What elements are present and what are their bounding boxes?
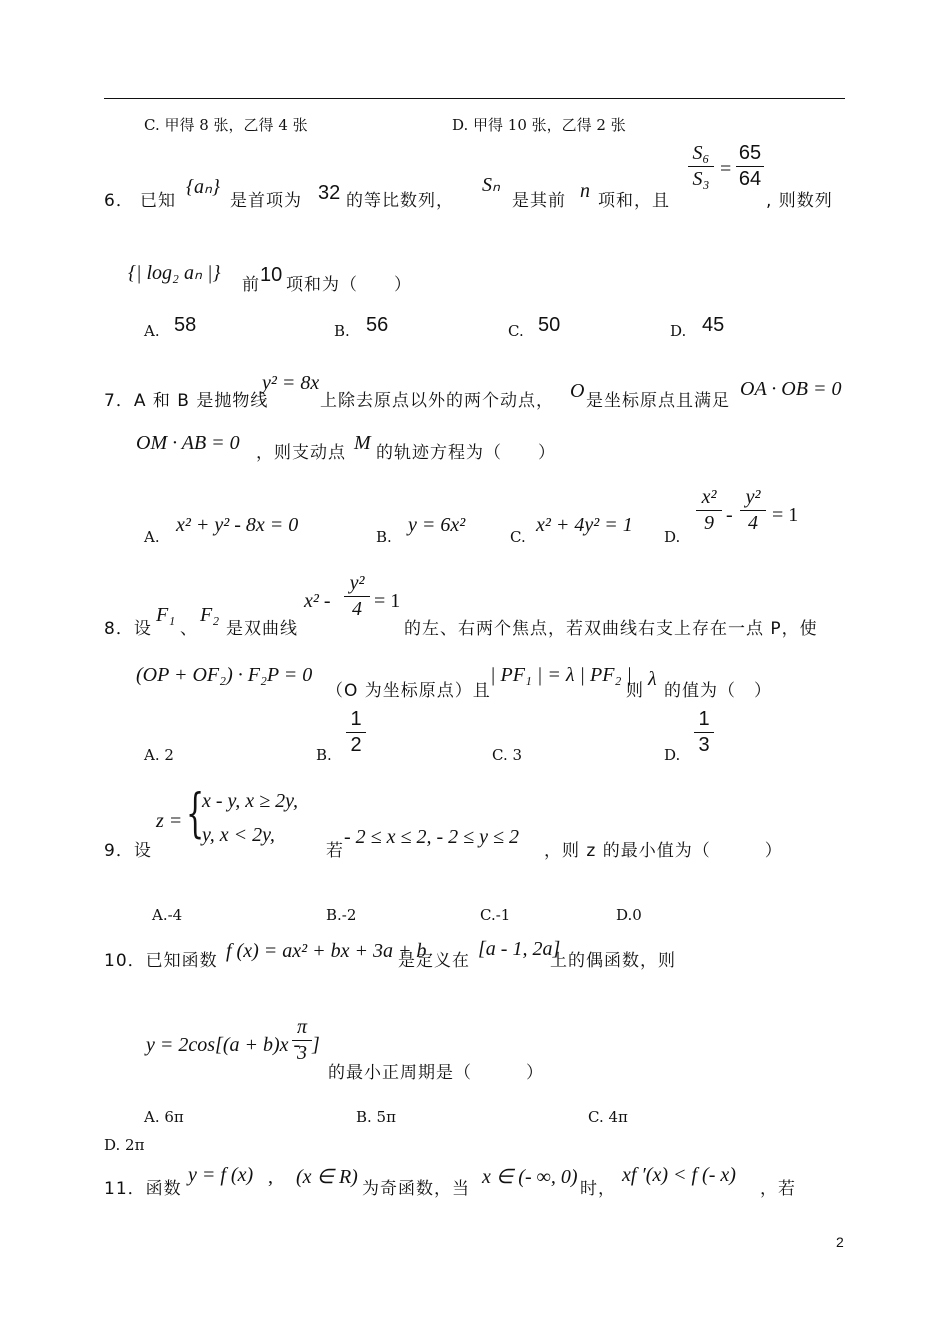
q10-option-d: D. 2π xyxy=(104,1136,145,1154)
q6-first-term: 32 xyxy=(318,182,341,204)
q8-hyperbola-denominator: 4 xyxy=(352,598,362,620)
q8-text-3: （O 为坐标原点）且 xyxy=(326,681,491,701)
q11-text-3: ，若 xyxy=(760,1179,796,1199)
q6-text-2: 是首项为 xyxy=(230,191,302,211)
q9-case-2: y, x < 2y, xyxy=(202,824,275,846)
q7-option-d-equals: = 1 xyxy=(772,504,799,526)
q8-vector-condition: (OP + OF₂) · F₂P = 0 xyxy=(136,664,313,686)
q7-text-2: 是坐标原点且满足 xyxy=(586,391,730,411)
q8-separator: 、 xyxy=(180,619,198,639)
q11-number: 11．函数 xyxy=(104,1179,182,1199)
q9-brace: { xyxy=(186,784,205,844)
q8-focus-1: F₁ xyxy=(156,604,176,626)
q6-ratio-denominator: S₃ xyxy=(692,168,710,190)
q11-comma: , xyxy=(268,1166,273,1188)
q5-option-c: C. 甲得 8 张，乙得 4 张 xyxy=(144,116,308,134)
q6-text-7: 前 xyxy=(242,275,260,295)
q6-text-8: 项和为（ ） xyxy=(286,275,412,295)
q11-text-1: 为奇函数，当 xyxy=(362,1179,470,1199)
q10-text-2: 上的偶函数，则 xyxy=(550,951,676,971)
q8-number: 8．设 xyxy=(104,619,152,639)
q8-hyperbola-x: x² - xyxy=(304,590,331,612)
q7-point-m: M xyxy=(354,432,371,454)
q7-option-c-value: x² + 4y² = 1 xyxy=(536,514,633,536)
q10-pi-numerator: π xyxy=(296,1016,308,1038)
q7-parabola: y² = 8x xyxy=(262,372,320,394)
q9-option-b: B.-2 xyxy=(326,906,357,924)
q10-number: 10．已知函数 xyxy=(104,951,218,971)
q7-option-d-fraction-1 xyxy=(696,486,722,535)
q6-ratio-fraction xyxy=(688,142,714,191)
q6-number: 6． xyxy=(104,191,134,211)
q7-option-d-minus: - xyxy=(726,504,733,526)
q6-n: n xyxy=(580,180,590,202)
q6-sequence-an: {aₙ} xyxy=(186,176,220,198)
q6-text-4: 是其前 xyxy=(512,191,566,211)
q7-option-c-label: C. xyxy=(510,528,526,546)
q9-range: - 2 ≤ x ≤ 2, - 2 ≤ y ≤ 2 xyxy=(344,826,519,848)
q8-option-d-fraction xyxy=(694,708,714,757)
q6-option-b-value: 56 xyxy=(366,314,389,336)
q7-option-a-label: A. xyxy=(144,528,160,546)
q8-b-numerator: 1 xyxy=(350,708,362,730)
q10-text-1: 是定义在 xyxy=(398,951,470,971)
q6-value-denominator: 64 xyxy=(738,168,762,190)
q7-option-b-label: B. xyxy=(376,528,392,546)
q8-ratio: | PF₁ | = λ | PF₂ | xyxy=(490,664,632,686)
q8-d-numerator: 1 xyxy=(698,708,710,730)
page-number: 2 xyxy=(836,1234,844,1250)
q7-d-denominator-1: 9 xyxy=(704,512,714,534)
header-rule xyxy=(104,98,845,99)
q7-option-d-label: D. xyxy=(664,528,681,546)
q11-interval: x ∈ (- ∞, 0) xyxy=(482,1166,578,1188)
q11-text-2: 时， xyxy=(580,1179,616,1199)
q8-text-2: 的左、右两个焦点，若双曲线右支上存在一点 P，使 xyxy=(404,619,818,639)
q7-option-a-value: x² + y² - 8x = 0 xyxy=(176,514,299,536)
q6-option-c-value: 50 xyxy=(538,314,561,336)
q6-equals: = xyxy=(720,158,732,180)
q9-text-1: 若 xyxy=(326,841,344,861)
q10-pi-fraction xyxy=(292,1016,312,1065)
q7-option-b-value: y = 6x² xyxy=(408,514,466,536)
q9-option-a: A.-4 xyxy=(152,906,183,924)
q9-text-2: ，则 z 的最小值为（ ） xyxy=(544,841,783,861)
q8-option-a: A. 2 xyxy=(144,746,174,764)
q6-option-d-label: D. xyxy=(670,322,687,340)
q7-text-1: 上除去原点以外的两个动点， xyxy=(320,391,554,411)
q7-d-numerator-1: x² xyxy=(701,486,717,508)
q10-period-expression: y = 2cos[(a + b)x - xyxy=(146,1034,301,1056)
q6-text-5: 项和，且 xyxy=(598,191,670,211)
q10-option-a: A. 6π xyxy=(144,1108,184,1126)
q8-option-b-fraction xyxy=(346,708,366,757)
q7-number: 7．A 和 B 是抛物线 xyxy=(104,391,269,411)
q8-option-b-label: B. xyxy=(316,746,332,764)
q6-text-3: 的等比数列， xyxy=(346,191,454,211)
q6-option-a-label: A. xyxy=(144,322,160,340)
q8-text-1: 是双曲线 xyxy=(226,619,298,639)
q8-text-5: 的值为（ ） xyxy=(664,681,772,701)
q9-z-equals: z = xyxy=(156,810,183,832)
q8-d-denominator: 3 xyxy=(698,734,710,756)
q10-option-c: C. 4π xyxy=(588,1108,628,1126)
q7-condition-1: OA · OB = 0 xyxy=(740,378,842,400)
q8-option-d-label: D. xyxy=(664,746,681,764)
q6-option-d-value: 45 xyxy=(702,314,725,336)
q11-inequality: xf ′(x) < f (- x) xyxy=(622,1164,736,1186)
q10-close-bracket: ] xyxy=(312,1034,320,1056)
q8-text-4: 则 xyxy=(626,681,644,701)
q10-function: f (x) = ax² + bx + 3a + b xyxy=(226,940,427,962)
q10-pi-denominator: 3 xyxy=(297,1042,307,1064)
q8-b-denominator: 2 xyxy=(350,734,362,756)
q8-lambda: λ xyxy=(648,668,657,690)
q11-function: y = f (x) xyxy=(188,1164,254,1186)
q6-text-1: 已知 xyxy=(140,191,176,211)
q6-sn: Sₙ xyxy=(482,174,500,196)
q8-option-c: C. 3 xyxy=(492,746,523,764)
q6-option-c-label: C. xyxy=(508,322,524,340)
q6-value-fraction xyxy=(736,142,764,191)
q5-option-d: D. 甲得 10 张，乙得 2 张 xyxy=(452,116,626,134)
q11-domain: (x ∈ R) xyxy=(296,1166,358,1188)
q6-ten: 10 xyxy=(260,264,283,286)
q10-option-b: B. 5π xyxy=(356,1108,396,1126)
q7-condition-2: OM · AB = 0 xyxy=(136,432,240,454)
q7-option-d-fraction-2 xyxy=(740,486,766,535)
q9-option-d: D.0 xyxy=(616,906,642,924)
q6-value-numerator: 65 xyxy=(738,142,762,164)
q7-text-4: 的轨迹方程为（ ） xyxy=(376,443,556,463)
q7-d-numerator-2: y² xyxy=(745,486,761,508)
q8-hyperbola-numerator: y² xyxy=(349,572,365,594)
q6-text-6: , 则数列 xyxy=(766,191,833,211)
q6-option-a-value: 58 xyxy=(174,314,197,336)
q6-option-b-label: B. xyxy=(334,322,350,340)
q10-domain: [a - 1, 2a] xyxy=(478,938,561,960)
q7-d-denominator-2: 4 xyxy=(748,512,758,534)
q6-log-sequence: {| log₂ aₙ |} xyxy=(128,262,221,284)
q9-case-1: x - y, x ≥ 2y, xyxy=(202,790,298,812)
q9-number: 9．设 xyxy=(104,841,152,861)
q9-option-c: C.-1 xyxy=(480,906,511,924)
q10-text-3: 的最小正周期是（ ） xyxy=(328,1063,544,1083)
q8-hyperbola-fraction xyxy=(344,572,370,621)
q8-focus-2: F₂ xyxy=(200,604,220,626)
q8-hyperbola-equals: = 1 xyxy=(374,590,401,612)
q7-origin: O xyxy=(570,380,585,402)
q6-ratio-numerator: S₆ xyxy=(692,142,710,164)
q7-text-3: ，则支动点 xyxy=(256,443,346,463)
